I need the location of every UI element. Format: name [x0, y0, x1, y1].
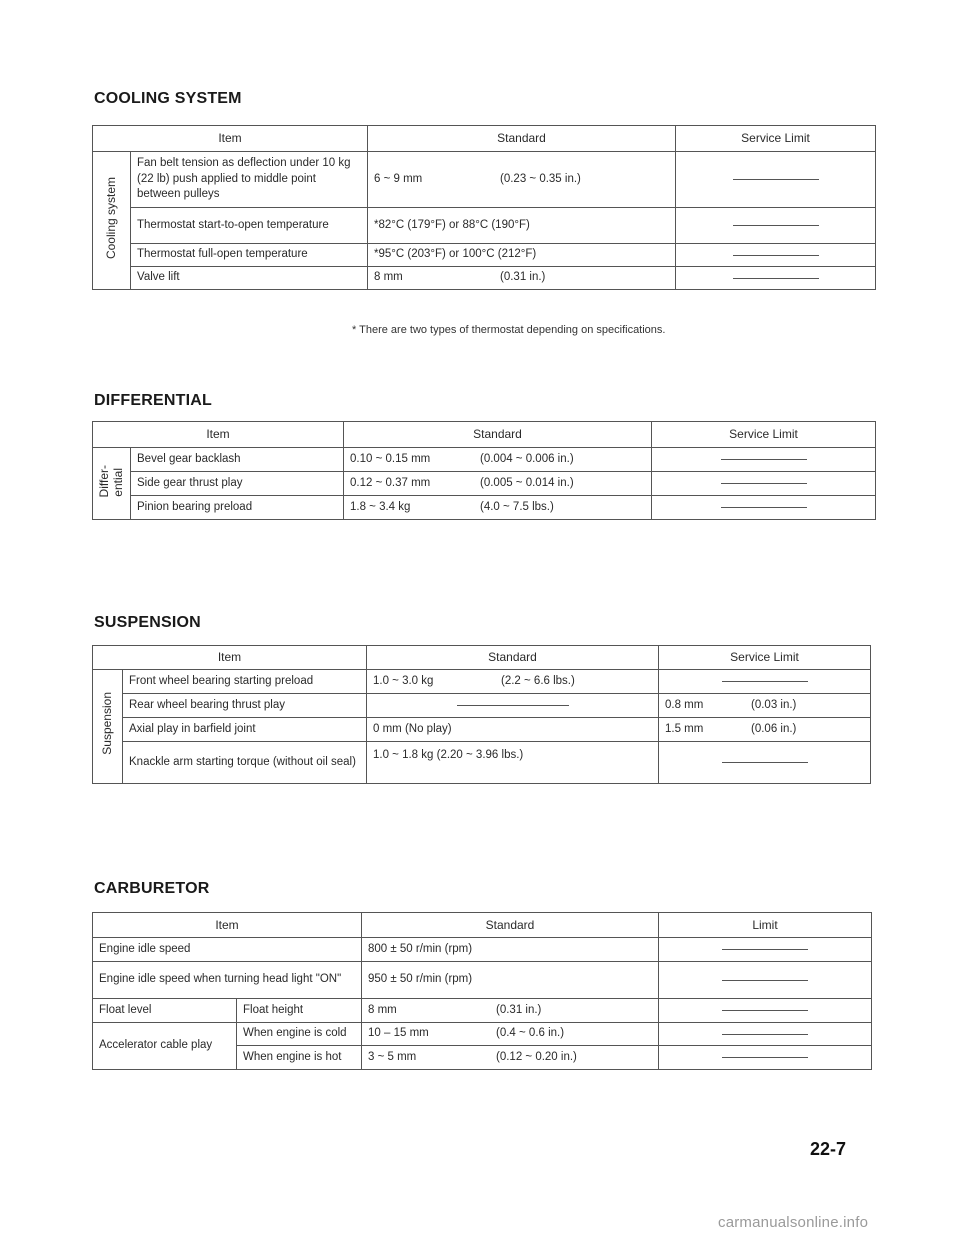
- item-cell: Fan belt tension as deflection under 10 kg (22 lb) push applied to middle point between pulleys: [131, 152, 368, 208]
- suspension-section-title: SUSPENSION: [94, 614, 201, 631]
- standard-imperial: (0.23 ~ 0.35 in.): [500, 172, 581, 185]
- item-cell: Engine idle speed when turning head light "ON": [93, 962, 362, 999]
- table-row: [93, 718, 871, 742]
- standard-cell: *95°C (203°F) or 100°C (212°F): [368, 244, 676, 267]
- item-cell: Front wheel bearing starting preload: [123, 670, 367, 694]
- no-limit-dash: [733, 255, 819, 256]
- header-standard: Standard: [367, 646, 659, 670]
- limit-cell: [659, 1023, 872, 1046]
- standard-cell: 950 ± 50 r/min (rpm): [362, 962, 659, 999]
- table-header-row: [93, 913, 872, 938]
- standard-imperial: (2.2 ~ 6.6 lbs.): [501, 674, 575, 687]
- limit-cell: [659, 1046, 872, 1070]
- group-label: Cooling system: [103, 176, 118, 259]
- standard-metric: 6 ~ 9 mm: [374, 172, 423, 185]
- header-service-limit: Service Limit: [652, 422, 876, 448]
- limit-metric: 0.8 mm: [665, 698, 704, 711]
- carburetor-spec-table: [92, 912, 872, 1070]
- standard-cell: [368, 152, 676, 208]
- no-limit-dash: [733, 225, 819, 226]
- standard-cell: 1.0 ~ 1.8 kg (2.20 ~ 3.96 lbs.): [367, 742, 659, 784]
- page-number: 22-7: [810, 1139, 847, 1159]
- header-standard: Standard: [368, 126, 676, 152]
- sub-item-cell: When engine is cold: [237, 1023, 362, 1046]
- group-label-line-1: Differ-: [97, 464, 112, 497]
- standard-cell: 0 mm (No play): [367, 718, 659, 742]
- group-label-cell: [93, 152, 131, 290]
- item-cell: Bevel gear backlash: [131, 448, 344, 472]
- limit-cell: [659, 718, 871, 742]
- standard-cell: [344, 448, 652, 472]
- item-cell: Thermostat full-open temperature: [131, 244, 368, 267]
- no-limit-dash: [733, 179, 819, 180]
- standard-cell: [362, 1023, 659, 1046]
- group-label: Suspension: [99, 692, 114, 756]
- header-item: Item: [93, 913, 362, 938]
- header-limit: Limit: [659, 913, 872, 938]
- item-cell: Axial play in barfield joint: [123, 718, 367, 742]
- standard-cell: *82°C (179°F) or 88°C (190°F): [368, 208, 676, 244]
- limit-imperial: (0.03 in.): [751, 698, 797, 711]
- item-cell: Accelerator cable play: [93, 1023, 237, 1070]
- limit-cell: [676, 244, 876, 267]
- differential-spec-table: [92, 421, 876, 520]
- no-limit-dash: [721, 507, 807, 508]
- standard-imperial: (0.12 ~ 0.20 in.): [496, 1050, 577, 1063]
- item-cell: Float level: [93, 999, 237, 1023]
- limit-imperial: (0.06 in.): [751, 722, 797, 735]
- standard-metric: 10 – 15 mm: [368, 1027, 429, 1040]
- item-cell: Engine idle speed: [93, 938, 362, 962]
- limit-cell: [659, 694, 871, 718]
- sub-item-cell: When engine is hot: [237, 1046, 362, 1070]
- standard-cell: 800 ± 50 r/min (rpm): [362, 938, 659, 962]
- item-cell: Side gear thrust play: [131, 472, 344, 496]
- table-row: [93, 742, 871, 784]
- item-cell: Valve lift: [131, 267, 368, 290]
- table-row: [93, 670, 871, 694]
- table-header-row: [93, 646, 871, 670]
- standard-imperial: (0.4 ~ 0.6 in.): [496, 1027, 565, 1040]
- standard-metric: 1.0 ~ 3.0 kg: [373, 674, 434, 687]
- item-cell: Knackle arm starting torque (without oil seal): [123, 742, 367, 784]
- header-service-limit: Service Limit: [659, 646, 871, 670]
- standard-imperial: (0.004 ~ 0.006 in.): [480, 452, 574, 465]
- group-label-line-2: ential: [110, 468, 125, 497]
- standard-cell: [362, 1046, 659, 1070]
- limit-cell: [652, 448, 876, 472]
- differential-section-title: DIFFERENTIAL: [94, 392, 212, 409]
- header-standard: Standard: [362, 913, 659, 938]
- no-standard-dash: [457, 705, 569, 706]
- suspension-spec-table: [92, 645, 871, 784]
- no-limit-dash: [721, 459, 807, 460]
- standard-metric: 8 mm: [368, 1003, 397, 1016]
- limit-cell: [659, 938, 872, 962]
- table-row: [93, 962, 872, 999]
- standard-metric: 8 mm: [374, 271, 403, 284]
- table-row: [93, 938, 872, 962]
- limit-cell: [659, 742, 871, 784]
- group-label-cell: [93, 670, 123, 784]
- item-cell: Rear wheel bearing thrust play: [123, 694, 367, 718]
- no-limit-dash: [722, 681, 808, 682]
- table-row: [93, 448, 876, 472]
- table-row: [93, 1023, 872, 1046]
- limit-cell: [652, 496, 876, 520]
- no-limit-dash: [722, 762, 808, 763]
- standard-metric: 3 ~ 5 mm: [368, 1050, 417, 1063]
- table-row: [93, 496, 876, 520]
- standard-imperial: (0.005 ~ 0.014 in.): [480, 476, 574, 489]
- sub-item-cell: Float height: [237, 999, 362, 1023]
- table-header-row: [93, 126, 876, 152]
- limit-cell: [659, 962, 872, 999]
- group-label-cell: [93, 448, 131, 520]
- standard-cell: [362, 999, 659, 1023]
- header-standard: Standard: [344, 422, 652, 448]
- standard-cell: [344, 472, 652, 496]
- header-item: Item: [93, 646, 367, 670]
- table-header-row: [93, 422, 876, 448]
- standard-imperial: (0.31 in.): [496, 1003, 542, 1016]
- cooling-section-title: COOLING SYSTEM: [94, 90, 242, 107]
- standard-metric: 1.8 ~ 3.4 kg: [350, 500, 411, 513]
- table-row: [93, 208, 876, 244]
- no-limit-dash: [733, 278, 819, 279]
- table-row: [93, 267, 876, 290]
- standard-cell: [368, 267, 676, 290]
- item-cell: Thermostat start-to-open temperature: [131, 208, 368, 244]
- thermostat-footnote: * There are two types of thermostat depending on specifications.: [352, 324, 666, 336]
- header-item: Item: [93, 126, 368, 152]
- limit-cell: [676, 152, 876, 208]
- limit-cell: [659, 670, 871, 694]
- standard-imperial: (4.0 ~ 7.5 lbs.): [480, 500, 554, 513]
- header-item: Item: [93, 422, 344, 448]
- standard-metric: 0.12 ~ 0.37 mm: [350, 476, 431, 489]
- table-row: [93, 244, 876, 267]
- no-limit-dash: [722, 949, 808, 950]
- table-row: [93, 152, 876, 208]
- no-limit-dash: [722, 980, 808, 981]
- cooling-spec-table: [92, 125, 876, 290]
- site-watermark: carmanualsonline.info: [718, 1214, 869, 1231]
- standard-imperial: (0.31 in.): [500, 271, 546, 284]
- table-row: [93, 472, 876, 496]
- no-limit-dash: [721, 483, 807, 484]
- table-row: [93, 999, 872, 1023]
- limit-cell: [659, 999, 872, 1023]
- limit-cell: [676, 267, 876, 290]
- no-limit-dash: [722, 1057, 808, 1058]
- carburetor-section-title: CARBURETOR: [94, 880, 210, 897]
- no-limit-dash: [722, 1010, 808, 1011]
- standard-metric: 0.10 ~ 0.15 mm: [350, 452, 431, 465]
- table-row: [93, 694, 871, 718]
- standard-cell: [344, 496, 652, 520]
- item-cell: Pinion bearing preload: [131, 496, 344, 520]
- limit-cell: [676, 208, 876, 244]
- standard-cell: [367, 694, 659, 718]
- no-limit-dash: [722, 1034, 808, 1035]
- limit-metric: 1.5 mm: [665, 722, 704, 735]
- standard-cell: [367, 670, 659, 694]
- header-service-limit: Service Limit: [676, 126, 876, 152]
- limit-cell: [652, 472, 876, 496]
